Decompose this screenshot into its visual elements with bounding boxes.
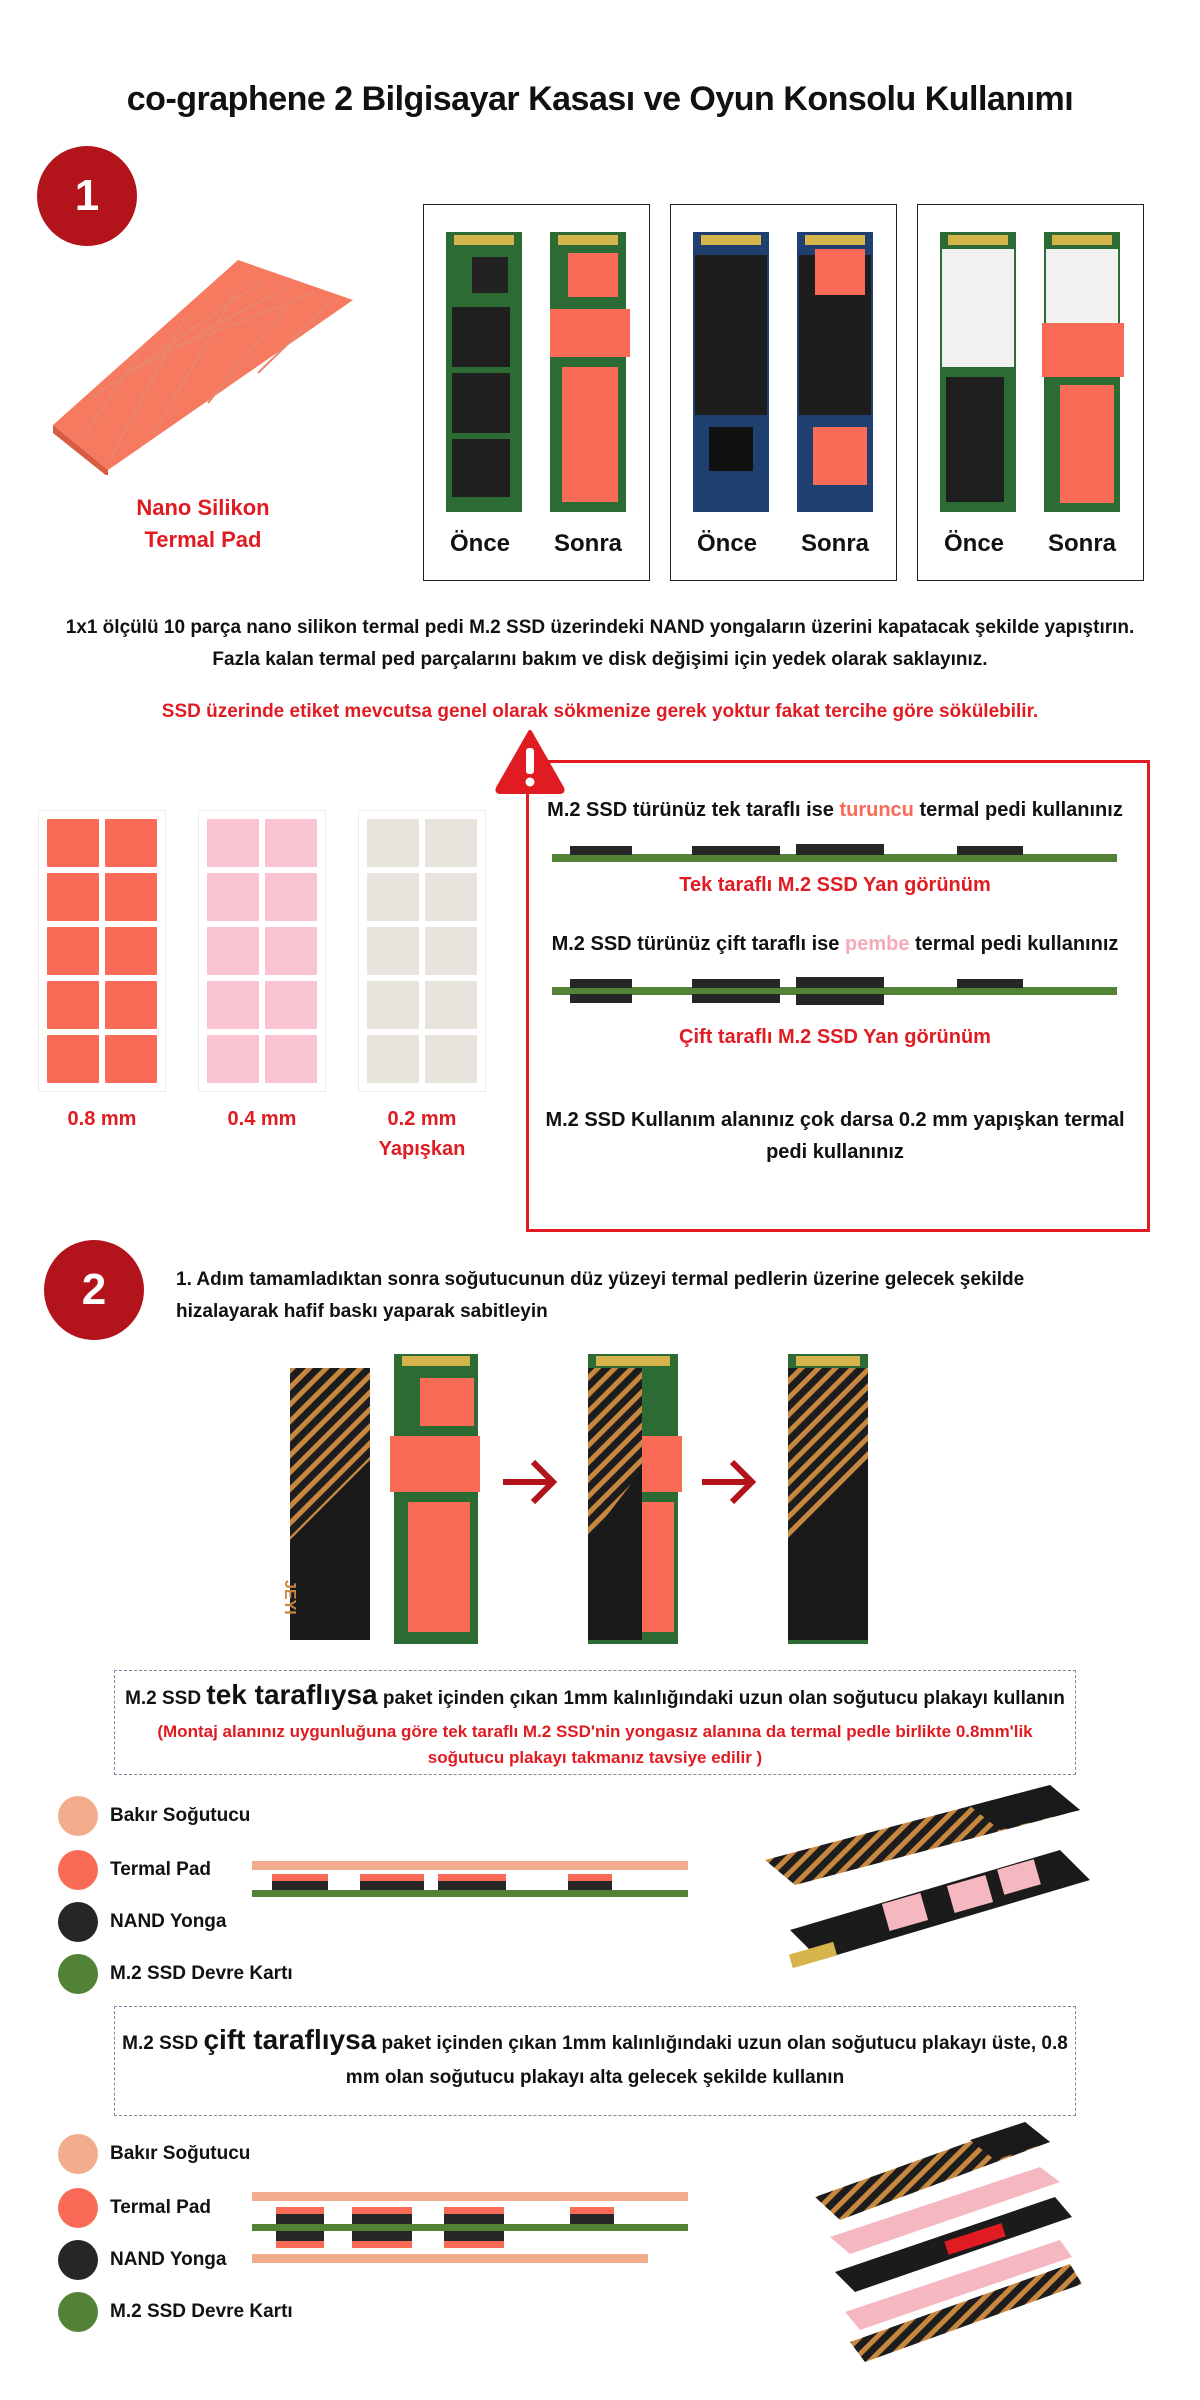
- legend-item: [58, 2134, 293, 2174]
- pad-label-line2: Termal Pad: [144, 527, 262, 552]
- double-sided-side-view-diagram: [552, 972, 1117, 1010]
- legend-label: Bakır Soğutucu: [110, 1805, 251, 1826]
- single-sided-exploded-image: [760, 1780, 1100, 2000]
- comparison-frame-1: [423, 204, 650, 581]
- comparison-frame-3: [917, 204, 1144, 581]
- after-label-1: Sonra: [554, 530, 623, 557]
- pad-swatch-04: [198, 810, 326, 1092]
- label-note: SSD üzerinde etiket mevcutsa genel olarak sökmenize gerek yoktur fakat tercihe göre sökülebilir.: [161, 701, 1039, 722]
- single-sided-info-box: [114, 1670, 1076, 1775]
- single-sided-info-note: [115, 1719, 1075, 1771]
- step1-instruction-line1: 1x1 ölçülü 10 parça nano silikon termal pedi M.2 SSD üzerindeki NAND yongaların üzerini kapatacak şekilde yapıştırın.: [65, 617, 1135, 638]
- pcb-swatch: [58, 2292, 98, 2332]
- thermal-pad-sheet-image: [48, 255, 358, 475]
- double-box-post: paket içinden çıkan 1mm kalınlığındaki uzun olan soğutucu plakayı üste, 0.8: [376, 2033, 1068, 2054]
- after-label-3: Sonra: [1048, 530, 1117, 557]
- page-title: co-graphene 2 Bilgisayar Kasası ve Oyun Konsolu Kullanımı: [126, 80, 1074, 118]
- single-box-note-line1: (Montaj alanınız uygunluğuna göre tek taraflı M.2 SSD'nin yongasız alanına da termal pedle birlikte 0.8mm'lik: [157, 1722, 1033, 1741]
- step2-instruction-line1: 1. Adım tamamladıktan sonra soğutucunun düz yüzeyi termal pedlerin üzerine gelecek şekilde: [176, 1269, 1025, 1290]
- step1-instructions: [40, 612, 1160, 676]
- double-box-line2: mm olan soğutucu plakayı alta gelecek şekilde kullanın: [345, 2067, 845, 2088]
- double-color-word: pembe: [844, 933, 910, 955]
- pad-04-label: 0.4 mm: [227, 1108, 297, 1130]
- legend-label: NAND Yonga: [110, 2249, 227, 2270]
- pad-swatch-02: [358, 810, 486, 1092]
- step1-instruction-line2: Fazla kalan termal ped parçalarını bakım ve disk değişimi için yedek olarak saklayınız.: [212, 649, 988, 670]
- single-pre-text: M.2 SSD türünüz tek taraflı ise: [547, 799, 840, 821]
- pad-swatch-08: [38, 810, 166, 1092]
- double-sided-exploded-image: [810, 2112, 1100, 2392]
- step-1-badge: 1: [37, 146, 137, 246]
- double-sided-instruction: [540, 928, 1130, 960]
- legend-label: Bakır Soğutucu: [110, 2143, 251, 2164]
- legend-label: M.2 SSD Devre Kartı: [110, 2301, 293, 2322]
- single-box-emphasis: tek taraflıysa: [206, 1679, 378, 1710]
- ssd-before-after-2-image: [689, 227, 879, 517]
- nand-chip-swatch: [58, 2240, 98, 2280]
- pad-thickness-label-02: [358, 1104, 486, 1164]
- single-sided-side-view-diagram: [552, 838, 1117, 864]
- double-box-emphasis: çift taraflıysa: [203, 2024, 377, 2055]
- single-box-pre: M.2 SSD: [125, 1688, 207, 1709]
- pad-label: [93, 492, 313, 556]
- pad-02-sublabel: Yapışkan: [378, 1138, 466, 1160]
- step2-instruction-line2: hizalayarak hafif baskı yaparak sabitleyin: [176, 1301, 548, 1322]
- double-box-pre: M.2 SSD: [122, 2033, 204, 2054]
- ssd-before-after-1-image: [442, 227, 632, 517]
- pcb-swatch: [58, 1954, 98, 1994]
- thin-pad-instruction: [540, 1104, 1130, 1168]
- after-label-2: Sonra: [801, 530, 870, 557]
- legend-label: Termal Pad: [110, 2197, 212, 2218]
- pad-label-line1: Nano Silikon: [136, 495, 270, 520]
- copper-heatsink-swatch: [58, 1796, 98, 1836]
- double-sided-info-box: [114, 2006, 1076, 2116]
- comparison-frame-2: [670, 204, 897, 581]
- pad-02-label: 0.2 mm: [387, 1108, 457, 1130]
- thin-pad-line2: pedi kullanınız: [766, 1141, 904, 1163]
- single-sided-instruction: [540, 794, 1130, 826]
- pad-thickness-label-08: [38, 1104, 166, 1134]
- legend-label: M.2 SSD Devre Kartı: [110, 1963, 293, 1984]
- double-sided-info-text: [115, 2023, 1075, 2095]
- before-label-3: Önce: [944, 530, 1005, 557]
- step2-instruction: [176, 1264, 1081, 1328]
- legend-label: Termal Pad: [110, 1859, 212, 1880]
- double-post-text: termal pedi kullanınız: [909, 933, 1119, 955]
- heatsink-assembly-sequence-image: [290, 1350, 1150, 1650]
- double-sided-stack-diagram: [250, 2190, 690, 2280]
- before-label-2: Önce: [697, 530, 758, 557]
- heatsink-brand-1: JEYI: [281, 1580, 298, 1615]
- single-color-word: turuncu: [839, 799, 914, 821]
- before-label-1: Önce: [450, 530, 511, 557]
- legend-item: [58, 1902, 293, 1942]
- copper-heatsink-swatch: [58, 2134, 98, 2174]
- pad-08-label: 0.8 mm: [67, 1108, 137, 1130]
- legend-label: NAND Yonga: [110, 1911, 227, 1932]
- pad-thickness-label-04: [198, 1104, 326, 1134]
- exclamation-icon: [494, 728, 566, 794]
- step-2-badge: 2: [44, 1240, 144, 1340]
- ssd-before-after-3-image: [936, 227, 1126, 517]
- single-box-note-line2: soğutucu plakayı takmanız tavsiye edilir ): [427, 1748, 763, 1767]
- double-sided-caption: Çift taraflı M.2 SSD Yan görünüm: [679, 1026, 991, 1048]
- single-post-text: termal pedi kullanınız: [913, 799, 1123, 821]
- thin-pad-line1: M.2 SSD Kullanım alanınız çok darsa 0.2 mm yapışkan termal: [545, 1109, 1125, 1131]
- single-sided-info-text: [115, 1679, 1075, 1711]
- double-pre-text: M.2 SSD türünüz çift taraflı ise: [551, 933, 845, 955]
- legend-item: [58, 1796, 293, 1836]
- single-sided-caption: Tek taraflı M.2 SSD Yan görünüm: [679, 874, 991, 896]
- single-box-post: paket içinden çıkan 1mm kalınlığındaki uzun olan soğutucu plakayı kullanın: [377, 1688, 1065, 1709]
- thermal-pad-swatch: [58, 2188, 98, 2228]
- thermal-pad-swatch: [58, 1850, 98, 1890]
- legend-item: [58, 2292, 293, 2332]
- single-sided-stack-diagram: [250, 1858, 690, 1898]
- nand-chip-swatch: [58, 1902, 98, 1942]
- legend-item: [58, 1954, 293, 1994]
